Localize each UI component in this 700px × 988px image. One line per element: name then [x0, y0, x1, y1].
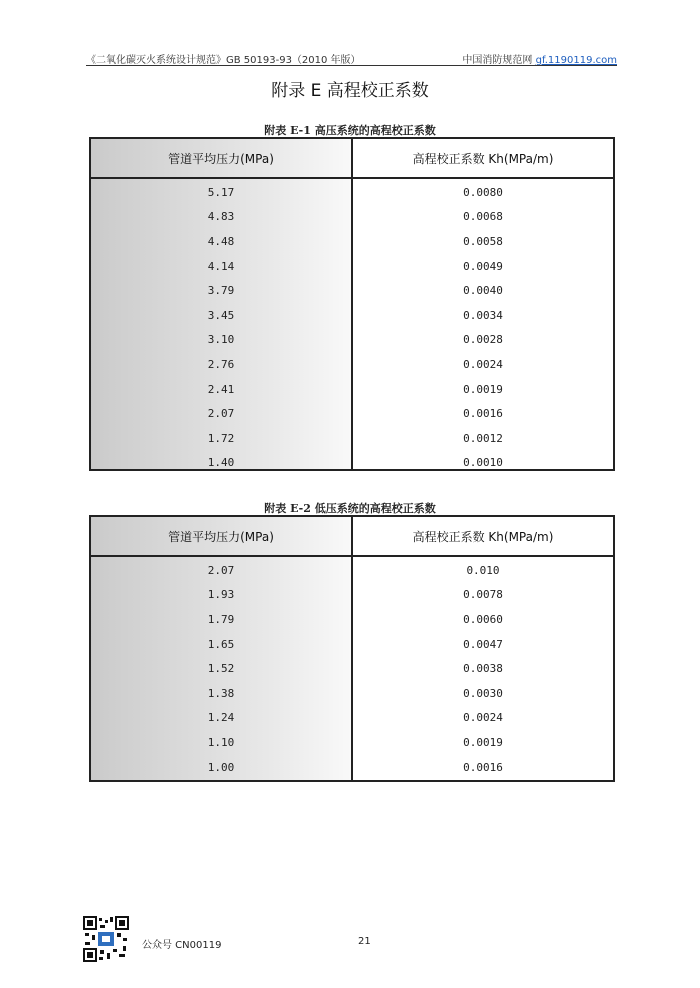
table2-caption: 附表 E-2 低压系统的高程校正系数: [264, 502, 436, 515]
table-row: [91, 656, 613, 681]
table-row: [91, 205, 613, 230]
pressure-cell: 2.76: [207, 357, 235, 371]
table-row: [91, 607, 613, 632]
coefficient-cell: 0.0010: [463, 456, 503, 470]
table-row: [91, 352, 613, 377]
coefficient-cell: 0.010: [466, 563, 500, 577]
document-title: 《二氧化碳灭火系统设计规范》GB 50193-93（2010 年版）: [86, 55, 361, 66]
page-number: 21: [358, 936, 371, 947]
table-high-pressure: [89, 137, 615, 471]
coefficient-cell: 0.0024: [463, 357, 503, 371]
qr-code-icon: [83, 916, 129, 962]
coefficient-cell: 0.0034: [463, 308, 503, 322]
pressure-cell: 1.00: [207, 760, 235, 774]
table-row: [91, 681, 613, 706]
pressure-cell: 1.65: [207, 637, 235, 651]
pressure-cell: 1.10: [207, 735, 235, 749]
table-row: [91, 755, 613, 780]
table-row: [91, 278, 613, 303]
pressure-cell: 2.07: [207, 407, 235, 421]
coefficient-cell: 0.0024: [463, 711, 503, 725]
pressure-cell: 2.07: [207, 563, 235, 577]
table-body: [91, 179, 613, 469]
site-info: [462, 51, 617, 66]
column-header-coefficient: 高程校正系数 Kh(MPa/m): [412, 151, 554, 166]
table-row: [91, 583, 613, 608]
pressure-cell: 4.14: [207, 259, 235, 273]
coefficient-cell: 0.0038: [463, 662, 503, 676]
pressure-cell: 3.79: [207, 284, 235, 298]
site-link[interactable]: gf.1190119.com: [535, 55, 617, 66]
table-row: [91, 730, 613, 755]
coefficient-cell: 0.0068: [463, 210, 503, 224]
table-row: [91, 229, 613, 254]
coefficient-cell: 0.0016: [463, 407, 503, 421]
coefficient-cell: 0.0049: [463, 259, 503, 273]
table-row: [91, 451, 613, 476]
coefficient-cell: 0.0060: [463, 612, 503, 626]
table-row: [91, 401, 613, 426]
table-row: [91, 328, 613, 353]
coefficient-cell: 0.0028: [463, 333, 503, 347]
column-header-pressure: 管道平均压力(MPa): [168, 151, 274, 166]
table-row: [91, 706, 613, 731]
pressure-cell: 1.24: [207, 711, 235, 725]
page-header: [86, 51, 617, 66]
table-row: [91, 377, 613, 402]
coefficient-cell: 0.0058: [463, 234, 503, 248]
pressure-cell: 5.17: [207, 185, 235, 199]
pressure-cell: 1.38: [207, 686, 235, 700]
coefficient-cell: 0.0019: [463, 382, 503, 396]
pressure-cell: 1.52: [207, 662, 235, 676]
table-row: [91, 254, 613, 279]
table-row: [91, 180, 613, 205]
coefficient-cell: 0.0047: [463, 637, 503, 651]
pressure-cell: 1.40: [207, 456, 235, 470]
pressure-cell: 2.41: [207, 382, 235, 396]
site-name: 中国消防规范网: [462, 55, 533, 66]
table-row: [91, 558, 613, 583]
pressure-cell: 4.83: [207, 210, 235, 224]
pressure-cell: 1.72: [207, 431, 235, 445]
public-account-label: 公众号 CN00119: [142, 940, 222, 951]
table-row: [91, 303, 613, 328]
coefficient-cell: 0.0078: [463, 588, 503, 602]
column-header-pressure: 管道平均压力(MPa): [168, 529, 274, 544]
table-body: [91, 557, 613, 780]
coefficient-cell: 0.0080: [463, 185, 503, 199]
pressure-cell: 3.45: [207, 308, 235, 322]
coefficient-cell: 0.0012: [463, 431, 503, 445]
table-row: [91, 632, 613, 657]
pressure-cell: 1.93: [207, 588, 235, 602]
coefficient-cell: 0.0040: [463, 284, 503, 298]
coefficient-cell: 0.0016: [463, 760, 503, 774]
table1-caption: 附表 E-1 高压系统的高程校正系数: [264, 124, 436, 137]
page-title: 附录 E 高程校正系数: [271, 81, 429, 101]
table-row: [91, 426, 613, 451]
table-low-pressure: [89, 515, 615, 782]
coefficient-cell: 0.0019: [463, 735, 503, 749]
pressure-cell: 4.48: [207, 234, 235, 248]
pressure-cell: 3.10: [207, 333, 235, 347]
coefficient-cell: 0.0030: [463, 686, 503, 700]
pressure-cell: 1.79: [207, 612, 235, 626]
column-header-coefficient: 高程校正系数 Kh(MPa/m): [412, 529, 554, 544]
